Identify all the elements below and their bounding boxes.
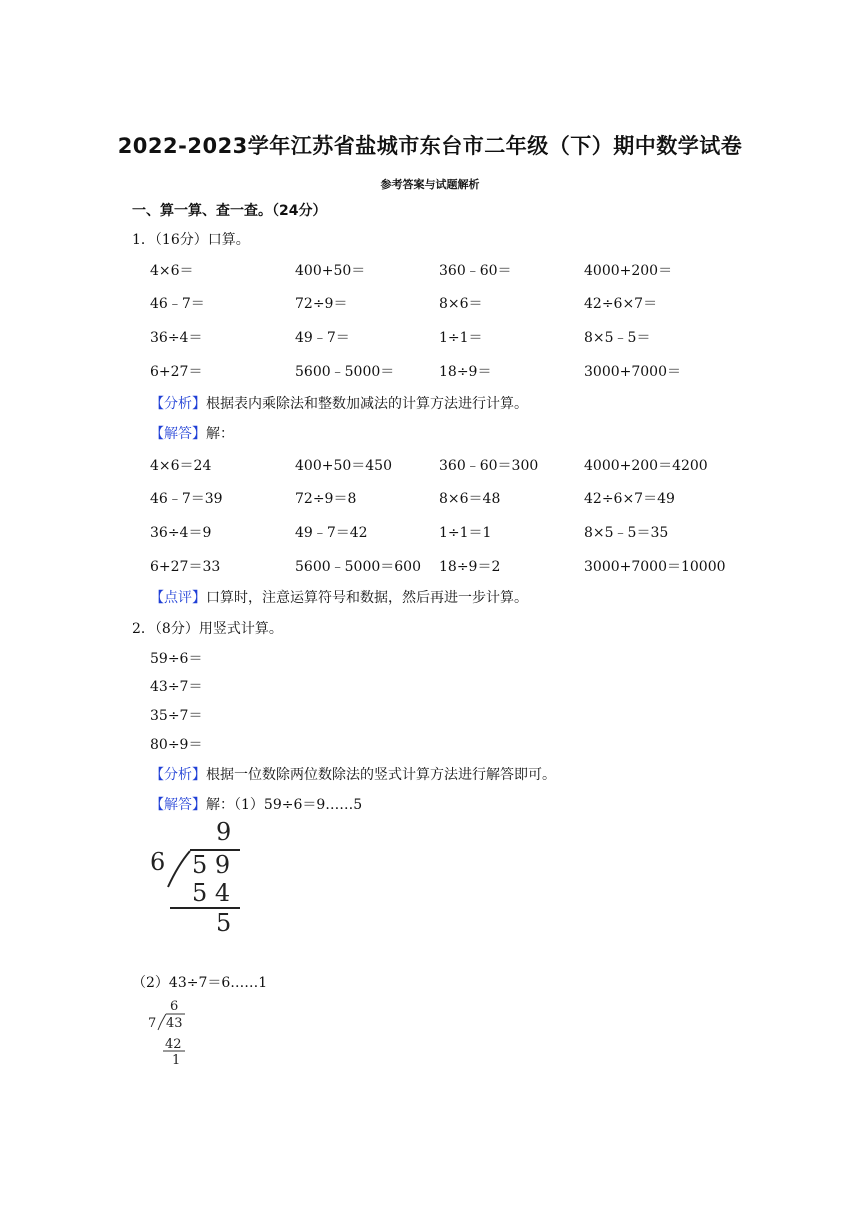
q1-cell: 3000+7000＝ [584, 364, 681, 380]
division-divisor: 7 [148, 1016, 157, 1031]
answer-tag: 【解答】 [150, 797, 206, 813]
q1-cell: 8×6＝ [439, 296, 483, 312]
q1-answer-cell: 4×6＝24 [150, 458, 212, 474]
question-1-heading: 1．（16分）口算。 [132, 232, 250, 248]
analysis-text: 根据表内乘除法和整数加减法的计算方法进行计算。 [206, 396, 528, 412]
division-bracket [168, 851, 190, 887]
q1-comment [150, 587, 528, 607]
q1-cell: 4000+200＝ [584, 263, 673, 279]
q1-answer-cell: 8×6＝48 [439, 491, 501, 507]
q1-answer-cell: 72÷9＝8 [295, 491, 357, 507]
q1-answer-cell: 42÷6×7＝49 [584, 491, 675, 507]
division-dividend: 5 9 [192, 851, 231, 879]
q1-answer-cell: 36÷4＝9 [150, 525, 212, 541]
division-remainder: 5 [216, 909, 232, 937]
q1-cell: 42÷6×7＝ [584, 296, 658, 312]
q2-item: 80÷9＝ [150, 737, 203, 753]
question-2-heading: 2．（8分）用竖式计算。 [132, 621, 283, 637]
division-remainder: 1 [172, 1053, 181, 1068]
q1-answer-cell: 46﹣7＝39 [150, 491, 223, 507]
q1-cell: 72÷9＝ [295, 296, 348, 312]
division-bracket [158, 1014, 166, 1030]
q1-cell: 6+27＝ [150, 364, 203, 380]
long-division-43-by-7 [145, 996, 195, 1068]
division-quotient: 9 [216, 818, 232, 846]
q1-answer-cell: 5600﹣5000＝600 [295, 559, 421, 575]
page-subtitle: 参考答案与试题解析 [380, 178, 480, 191]
section-heading: 一、算一算、查一查。（24分） [132, 203, 327, 219]
q1-answer-cell: 3000+7000＝10000 [584, 559, 726, 575]
q1-answer-cell: 4000+200＝4200 [584, 458, 708, 474]
q1-answer-cell: 400+50＝450 [295, 458, 392, 474]
q1-cell: 4×6＝ [150, 263, 194, 279]
q2-item: 43÷7＝ [150, 679, 203, 695]
division-dividend: 43 [166, 1016, 183, 1031]
long-division-59-by-6 [140, 815, 250, 940]
analysis-tag: 【分析】 [150, 767, 206, 783]
q2-item: 59÷6＝ [150, 651, 203, 667]
q1-answer-cell: 1÷1＝1 [439, 525, 492, 541]
q2-answer [150, 794, 362, 814]
division-product: 5 4 [192, 879, 231, 907]
q1-answer [150, 423, 234, 443]
q1-cell: 36÷4＝ [150, 330, 203, 346]
q1-cell: 8×5﹣5＝ [584, 330, 651, 346]
analysis-tag: 【分析】 [150, 396, 206, 412]
q1-cell: 1÷1＝ [439, 330, 483, 346]
q1-analysis [150, 393, 528, 413]
q1-cell: 360﹣60＝ [439, 263, 512, 279]
analysis-text: 根据一位数除两位数除法的竖式计算方法进行解答即可。 [206, 767, 556, 783]
page-title: 2022-2023学年江苏省盐城市东台市二年级（下）期中数学试卷 [117, 134, 743, 158]
q2-item: 35÷7＝ [150, 708, 203, 724]
q1-answer-cell: 360﹣60＝300 [439, 458, 539, 474]
q1-answer-cell: 49﹣7＝42 [295, 525, 368, 541]
q1-cell: 400+50＝ [295, 263, 366, 279]
division-product: 42 [165, 1037, 182, 1052]
q1-answer-cell: 6+27＝33 [150, 559, 221, 575]
comment-text: 口算时，注意运算符号和数据，然后再进一步计算。 [206, 590, 528, 606]
q1-answer-cell: 18÷9＝2 [439, 559, 501, 575]
division-divisor: 6 [150, 848, 166, 876]
q2-answer-2: （2）43÷7＝6……1 [132, 975, 268, 991]
q1-cell: 49﹣7＝ [295, 330, 350, 346]
q1-cell: 46﹣7＝ [150, 296, 205, 312]
q1-cell: 5600﹣5000＝ [295, 364, 395, 380]
q1-cell: 18÷9＝ [439, 364, 492, 380]
answer-text: 解： [206, 426, 234, 442]
q1-answer-cell: 8×5﹣5＝35 [584, 525, 669, 541]
division-quotient: 6 [170, 999, 179, 1014]
answer-text: 解：（1）59÷6＝9……5 [206, 797, 363, 813]
q2-analysis [150, 764, 556, 784]
answer-tag: 【解答】 [150, 426, 206, 442]
comment-tag: 【点评】 [150, 590, 206, 606]
